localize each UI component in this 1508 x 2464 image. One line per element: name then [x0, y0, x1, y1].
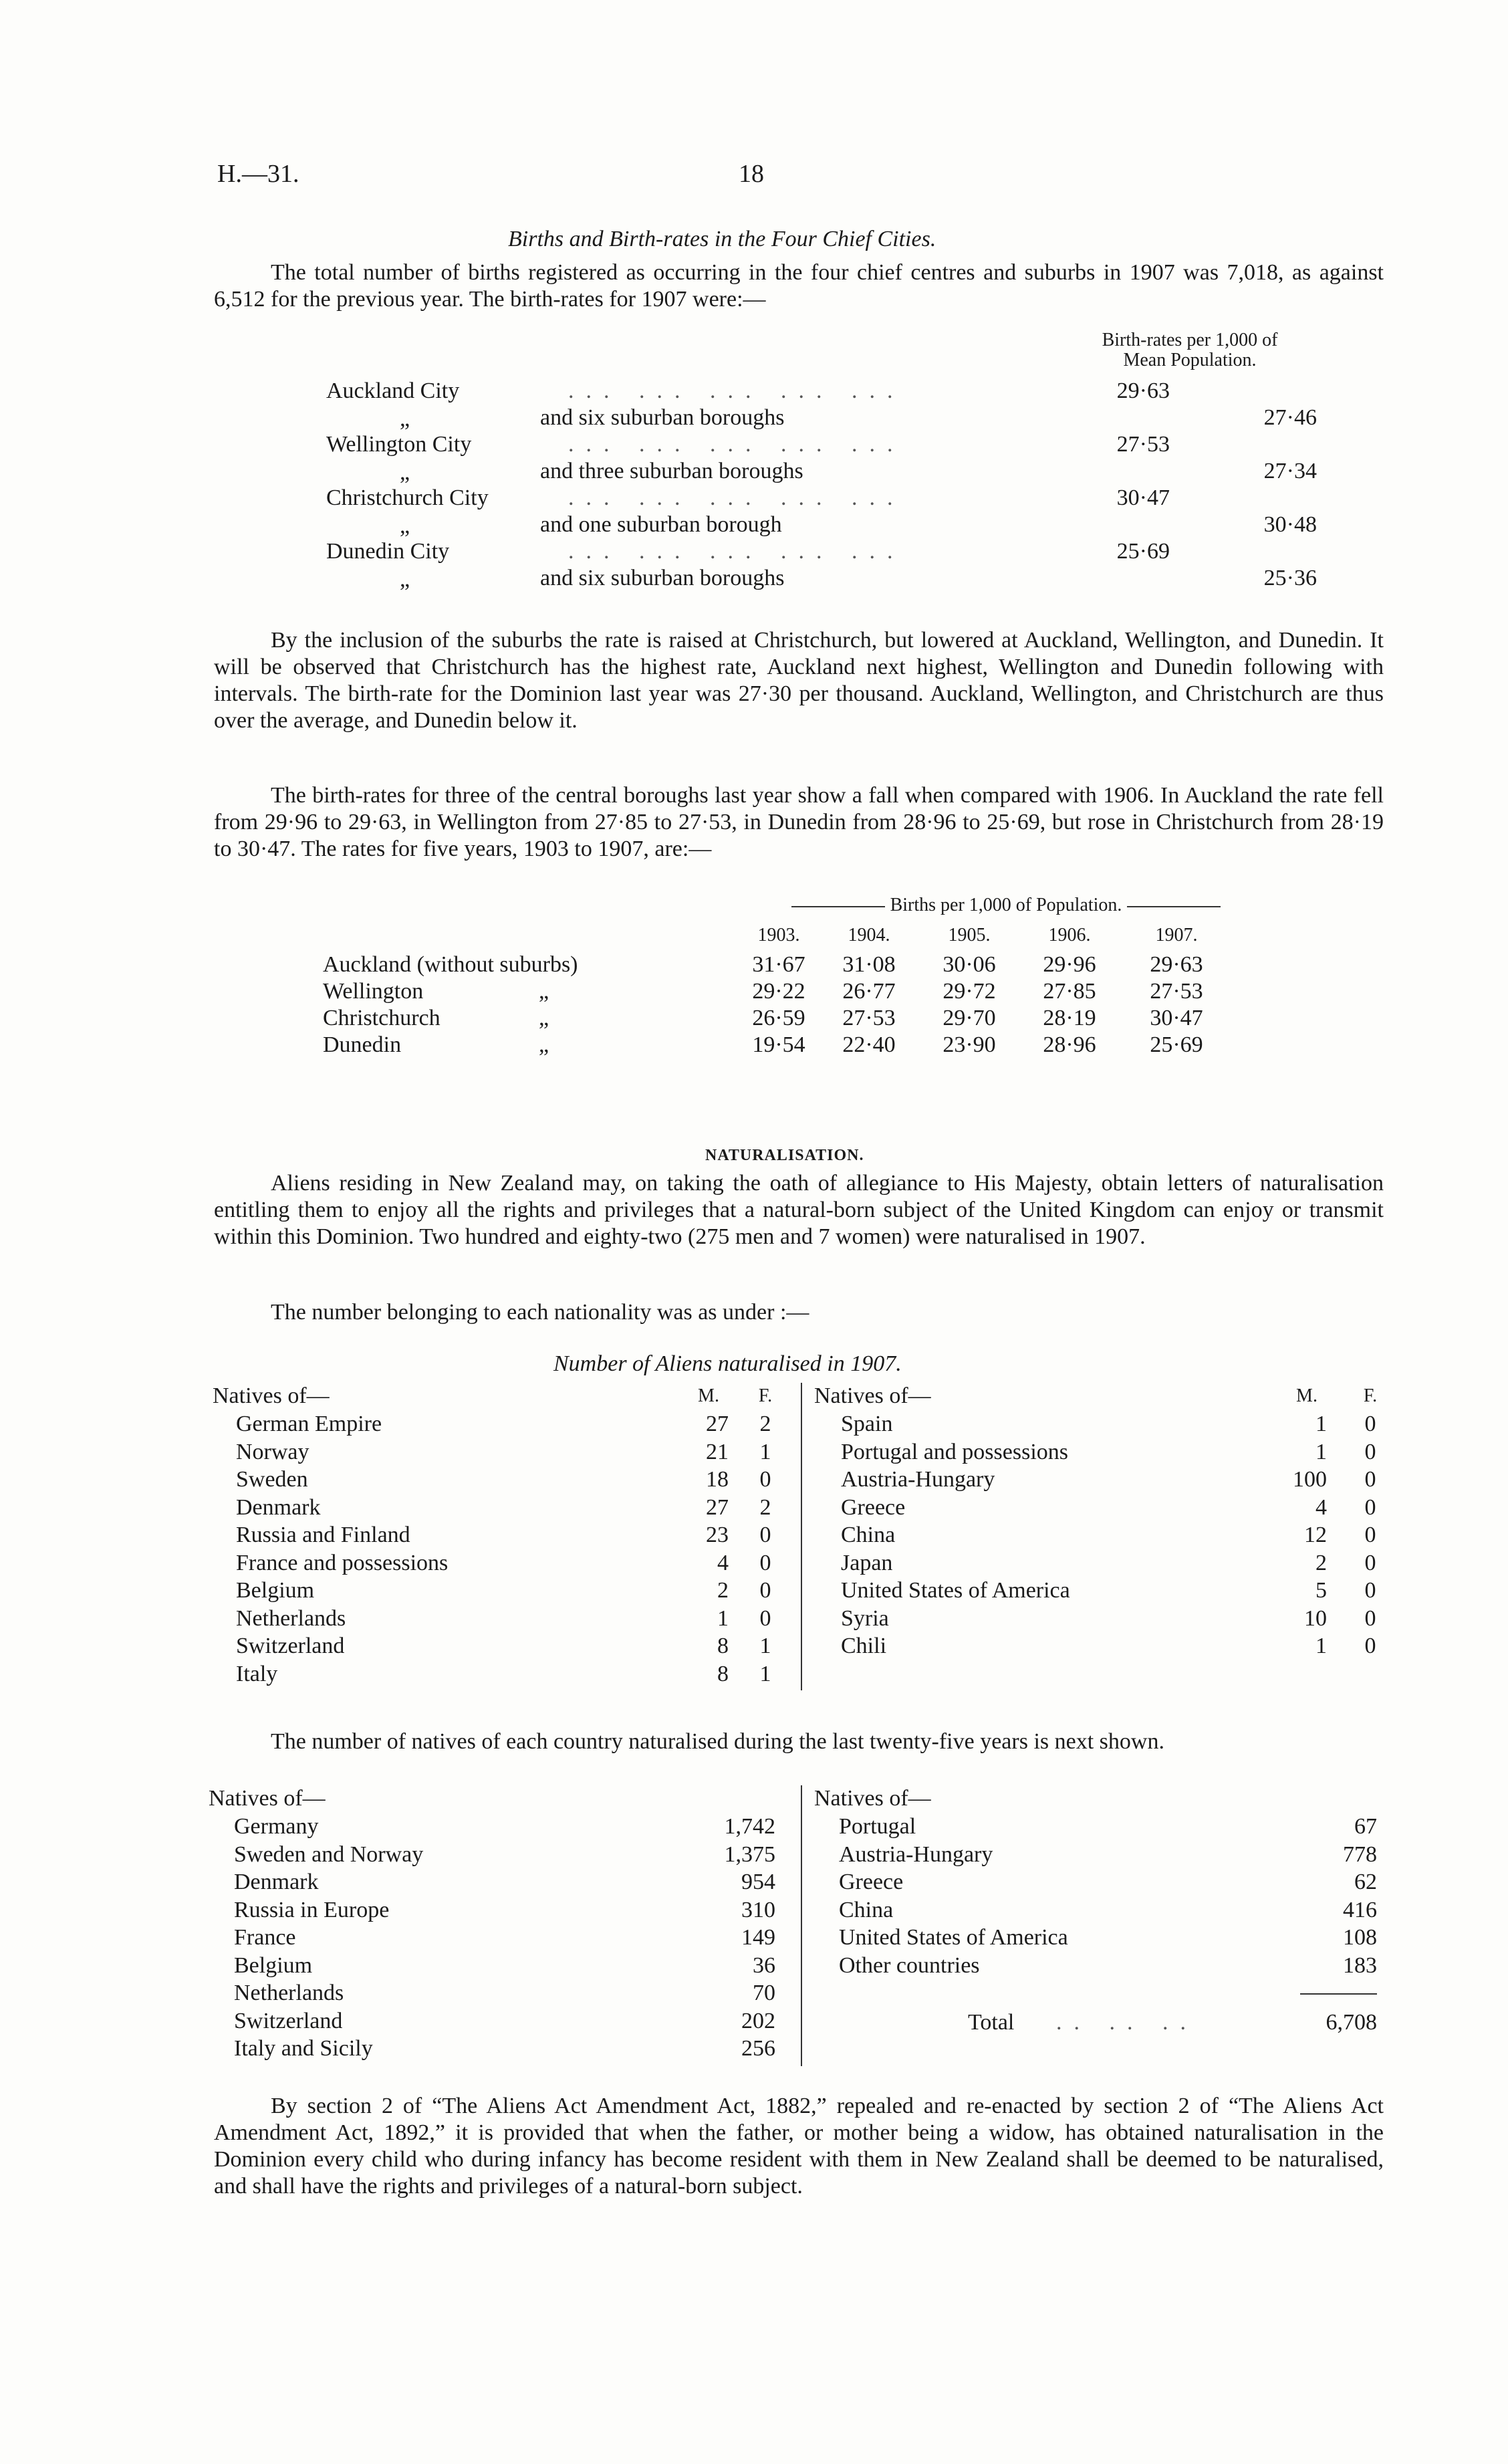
t25-right-name: Greece: [839, 1870, 904, 1894]
rate-ditto-mark: „: [400, 514, 410, 538]
t25-left-name: Switzerland: [234, 2009, 343, 2033]
aliens-right-m: 1: [1315, 1412, 1327, 1436]
rate-suburb-value: 27·46: [1263, 405, 1317, 430]
page-number: 18: [739, 160, 764, 188]
aliens-right-f: 0: [1364, 1412, 1376, 1436]
aliens-left-m: 8: [717, 1662, 729, 1686]
rates-header-line2: Mean Population.: [1123, 350, 1257, 370]
year-header: 1907.: [1155, 925, 1198, 945]
rate-city-label: Auckland City: [326, 378, 460, 403]
aliens-left-f: 0: [759, 1523, 771, 1547]
t25-left-value: 202: [741, 2009, 775, 2033]
five-year-cell: 31·08: [842, 952, 896, 977]
five-year-cell: 23·90: [943, 1032, 996, 1057]
t25-left-name: Russia in Europe: [234, 1898, 390, 1922]
t25-left-value: 149: [741, 1925, 775, 1950]
year-header: 1906.: [1048, 925, 1091, 945]
aliens-left-f: 1: [759, 1662, 771, 1686]
t25-right-name: China: [839, 1898, 894, 1922]
aliens-left-f: 0: [759, 1551, 771, 1575]
aliens-left-m: 18: [706, 1467, 729, 1492]
t25-total-rule: [1300, 1993, 1377, 1995]
t25-left-name: France: [234, 1925, 296, 1950]
t25-total-value: 6,708: [1326, 2010, 1377, 2035]
five-year-ditto-mark: „: [539, 1006, 549, 1030]
t25-table-divider: [801, 1785, 802, 2066]
aliens-right-m: 4: [1315, 1495, 1327, 1520]
t25-left-value: 310: [741, 1898, 775, 1922]
rate-ditto-mark: „: [400, 460, 410, 485]
t25-left-name: Belgium: [234, 1953, 313, 1978]
t25-left-name: Sweden and Norway: [234, 1842, 424, 1867]
five-year-row-label: Christchurch: [323, 1006, 441, 1030]
five-year-cell: 27·53: [1150, 979, 1203, 1004]
aliens-left-name: Russia and Finland: [236, 1523, 410, 1547]
rate-city-value: 29·63: [1116, 378, 1170, 403]
t25-right-value: 108: [1343, 1925, 1377, 1950]
aliens-left-f: 0: [759, 1606, 771, 1631]
aliens-right-m: 2: [1315, 1551, 1327, 1575]
rate-suburb-value: 30·48: [1263, 512, 1317, 537]
year-header: 1904.: [848, 925, 890, 945]
five-year-ditto-mark: „: [539, 1032, 549, 1057]
aliens-left-m: 27: [706, 1412, 729, 1436]
t25-total-label: Total: [968, 2010, 1015, 2035]
aliens-left-name: Belgium: [236, 1578, 315, 1603]
aliens-act-paragraph: By section 2 of “The Aliens Act Amendment Act, 1882,” repealed and re-enacted by section 2 of “The Aliens Act Amendment Act, 1892,” it is provided that when the father, or mother being a widow, has obtained naturalisation in the Dominion every child who during infancy has become resident with them in New Zealand shall be deemed to be naturalised, and shall have the rights and privileges of a natural-born subject.: [214, 2094, 1384, 2199]
page-reference: H.—31.: [217, 160, 299, 188]
t25-right-name: United States of America: [839, 1925, 1068, 1950]
five-year-cell: 29·63: [1150, 952, 1203, 977]
t25-left-name: Germany: [234, 1814, 319, 1839]
five-year-cell: 31·67: [752, 952, 805, 977]
five-year-ditto-mark: „: [539, 979, 549, 1004]
aliens-right-m: 10: [1304, 1606, 1327, 1631]
t25-right-natives-of: Natives of—: [814, 1786, 931, 1811]
rate-ditto-mark: „: [400, 407, 410, 431]
t25-left-value: 954: [741, 1870, 775, 1894]
aliens-left-f: 0: [759, 1467, 771, 1492]
five-year-cell: 27·53: [842, 1006, 896, 1030]
aliens-left-f: 2: [759, 1495, 771, 1520]
rate-city-label: Dunedin City: [326, 539, 450, 564]
aliens-right-f: 0: [1364, 1495, 1376, 1520]
aliens-right-name: Austria-Hungary: [841, 1467, 995, 1492]
rate-leader-dots: ... ... ... ... ...: [568, 378, 905, 403]
five-year-cell: 26·59: [752, 1006, 805, 1030]
births-intro-paragraph: The total number of births registered as occurring in the four chief centres and suburbs in 1907 was 7,018, as against 6,512 for the previous year. The birth-rates for 1907 were:—: [214, 260, 1384, 312]
aliens-left-f: 0: [759, 1578, 771, 1603]
rate-sub-label: and six suburban boroughs: [540, 405, 785, 430]
aliens-right-name: United States of America: [841, 1578, 1070, 1603]
aliens-right-f: 0: [1364, 1440, 1376, 1464]
five-year-table-header: [755, 895, 1257, 916]
five-year-cell: 26·77: [842, 979, 896, 1004]
aliens-right-name: Greece: [841, 1495, 906, 1520]
five-year-row-label: Wellington: [323, 979, 424, 1004]
t25-right-value: 183: [1343, 1953, 1377, 1978]
aliens-table-divider: [801, 1383, 802, 1690]
five-year-cell: 30·47: [1150, 1006, 1203, 1030]
aliens-right-f: 0: [1364, 1523, 1376, 1547]
rate-city-value: 30·47: [1116, 485, 1170, 510]
aliens-right-name: Portugal and possessions: [841, 1440, 1068, 1464]
five-year-cell: 30·06: [943, 952, 996, 977]
five-year-cell: 29·70: [943, 1006, 996, 1030]
naturalisation-intro-paragraph: Aliens residing in New Zealand may, on taking the oath of allegiance to His Majesty, obtain letters of naturalisation entitling them to enjoy all the rights and privileges that a natural-born subject of the United Kingdom can enjoy or transmit within this Dominion. Two hundred and eighty-two (275 men and 7 women) were naturalised in 1907.: [214, 1171, 1384, 1249]
t25-right-value: 778: [1343, 1842, 1377, 1867]
rate-city-value: 25·69: [1116, 539, 1170, 564]
t25-left-value: 70: [753, 1981, 775, 2005]
suburbs-comparison-paragraph: By the inclusion of the suburbs the rate is raised at Christchurch, but lowered at Auckland, Wellington, and Dunedin. It will be observed that Christchurch has the highest rate, Auckland next highest, Wellington and Dunedin following with intervals. The birth-rate for the Dominion last year was 27·30 per thousand. Auckland, Wellington, and Christchurch are thus over the average, and Dunedin below it.: [214, 628, 1384, 733]
t25-right-value: 67: [1354, 1814, 1377, 1839]
t25-left-value: 1,742: [724, 1814, 775, 1839]
aliens-left-natives-of: Natives of—: [213, 1383, 330, 1408]
five-year-row-label: Dunedin: [323, 1032, 402, 1057]
t25-right-value: 62: [1354, 1870, 1377, 1894]
aliens-right-name: China: [841, 1523, 896, 1547]
five-year-cell: 25·69: [1150, 1032, 1203, 1057]
five-year-cell: 22·40: [842, 1032, 896, 1057]
t25-right-name: Other countries: [839, 1953, 980, 1978]
aliens-left-name: Italy: [236, 1662, 278, 1686]
rate-suburb-value: 25·36: [1263, 566, 1317, 590]
aliens-right-m: 100: [1293, 1467, 1327, 1492]
aliens-right-f: 0: [1364, 1634, 1376, 1658]
aliens-right-m: 12: [1304, 1523, 1327, 1547]
five-year-cell: 27·85: [1043, 979, 1096, 1004]
rate-leader-dots: ... ... ... ... ...: [568, 539, 905, 564]
rate-sub-label: and six suburban boroughs: [540, 566, 785, 590]
rate-city-label: Wellington City: [326, 432, 472, 457]
aliens-right-name: Chili: [841, 1634, 887, 1658]
rate-sub-label: and three suburban boroughs: [540, 459, 803, 483]
aliens-right-f: 0: [1364, 1551, 1376, 1575]
aliens-left-m: 8: [717, 1634, 729, 1658]
rate-leader-dots: ... ... ... ... ...: [568, 432, 905, 457]
aliens-left-name: Netherlands: [236, 1606, 346, 1631]
aliens-right-f: 0: [1364, 1606, 1376, 1631]
aliens-left-m: 23: [706, 1523, 729, 1547]
aliens-right-f: 0: [1364, 1578, 1376, 1603]
aliens-left-m: 4: [717, 1551, 729, 1575]
t25-left-name: Italy and Sicily: [234, 2036, 373, 2061]
aliens-left-m: 1: [717, 1606, 729, 1631]
five-year-cell: 29·22: [752, 979, 805, 1004]
five-year-cell: 29·96: [1043, 952, 1096, 977]
five-year-cell: 19·54: [752, 1032, 805, 1057]
five-year-cell: 29·72: [943, 979, 996, 1004]
aliens-right-col-m: M.: [1296, 1385, 1317, 1406]
t25-right-value: 416: [1343, 1898, 1377, 1922]
aliens-left-m: 21: [706, 1440, 729, 1464]
aliens-left-col-f: F.: [758, 1385, 773, 1406]
aliens-right-m: 1: [1315, 1634, 1327, 1658]
five-year-span-header: Births per 1,000 of Population.: [890, 895, 1122, 915]
five-year-row-label: Auckland (without suburbs): [323, 952, 578, 977]
t25-left-value: 36: [753, 1953, 775, 1978]
aliens-left-m: 2: [717, 1578, 729, 1603]
aliens-left-name: France and possessions: [236, 1551, 449, 1575]
rate-sub-label: and one suburban borough: [540, 512, 782, 537]
aliens-right-f: 0: [1364, 1467, 1376, 1492]
rate-city-value: 27·53: [1116, 432, 1170, 457]
aliens-right-m: 1: [1315, 1440, 1327, 1464]
year-header: 1905.: [948, 925, 991, 945]
t25-right-name: Portugal: [839, 1814, 916, 1839]
aliens-left-name: Norway: [236, 1440, 309, 1464]
aliens-right-natives-of: Natives of—: [814, 1383, 931, 1408]
t25-left-value: 256: [741, 2036, 775, 2061]
aliens-left-f: 1: [759, 1634, 771, 1658]
t25-total-leader-dots: .. .. ..: [1056, 2010, 1198, 2035]
boroughs-fall-paragraph: The birth-rates for three of the central boroughs last year show a fall when compared with 1906. In Auckland the rate fell from 29·96 to 29·63, in Wellington from 27·85 to 27·53, in Dunedin from 28·96 to 25·69, but rose in Christchurch from 28·19 to 30·47. The rates for five years, 1903 to 1907, are:—: [214, 783, 1384, 861]
rate-ditto-mark: „: [400, 567, 410, 592]
aliens-left-name: German Empire: [236, 1412, 382, 1436]
aliens-left-name: Sweden: [236, 1467, 308, 1492]
births-section-title: Births and Birth-rates in the Four Chief Cities.: [508, 227, 936, 251]
aliens-right-name: Japan: [841, 1551, 893, 1575]
aliens-left-name: Denmark: [236, 1495, 321, 1520]
five-year-cell: 28·96: [1043, 1032, 1096, 1057]
aliens-left-name: Switzerland: [236, 1634, 345, 1658]
t25-left-natives-of: Natives of—: [209, 1786, 326, 1811]
twenty-five-years-paragraph: The number of natives of each country naturalised during the last twenty-five years is next shown.: [271, 1729, 1164, 1754]
aliens-right-name: Syria: [841, 1606, 889, 1631]
aliens-right-m: 5: [1315, 1578, 1327, 1603]
aliens-table-title: Number of Aliens naturalised in 1907.: [553, 1351, 902, 1376]
t25-left-name: Netherlands: [234, 1981, 344, 2005]
aliens-right-name: Spain: [841, 1412, 893, 1436]
year-header: 1903.: [757, 925, 800, 945]
rate-city-label: Christchurch City: [326, 485, 489, 510]
t25-left-name: Denmark: [234, 1870, 319, 1894]
aliens-left-f: 2: [759, 1412, 771, 1436]
rate-suburb-value: 27·34: [1263, 459, 1317, 483]
nationality-intro: The number belonging to each nationality was as under :—: [271, 1300, 809, 1325]
aliens-left-f: 1: [759, 1440, 771, 1464]
five-year-cell: 28·19: [1043, 1006, 1096, 1030]
aliens-left-col-m: M.: [698, 1385, 719, 1406]
aliens-left-m: 27: [706, 1495, 729, 1520]
naturalisation-heading: NATURALISATION.: [705, 1147, 864, 1164]
t25-left-value: 1,375: [724, 1842, 775, 1867]
rate-leader-dots: ... ... ... ... ...: [568, 485, 905, 510]
t25-right-name: Austria-Hungary: [839, 1842, 993, 1867]
rates-header-line1: Birth-rates per 1,000 of: [1102, 330, 1278, 350]
aliens-right-col-f: F.: [1363, 1385, 1378, 1406]
